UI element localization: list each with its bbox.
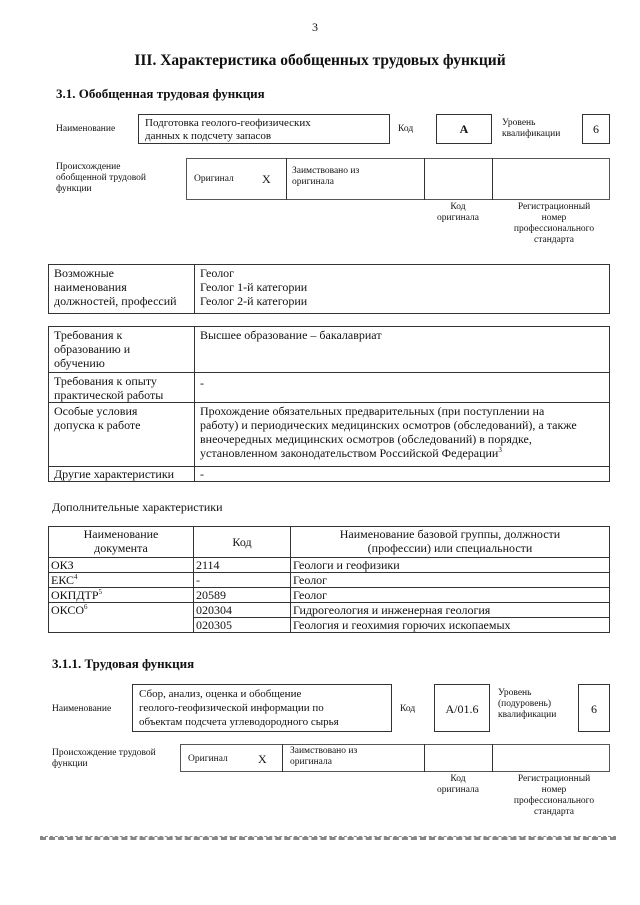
other-label: Другие характеристики <box>54 467 175 481</box>
positions-list <box>200 266 307 308</box>
tf-code-box <box>434 684 490 732</box>
table-header-row <box>49 527 610 558</box>
row-code: 020305 <box>194 618 291 633</box>
page-number: 3 <box>312 20 318 34</box>
row-code: 20589 <box>194 588 291 603</box>
tf-heading: 3.1.1. Трудовая функция <box>52 656 195 671</box>
edu-label-1: Требования к <box>54 328 123 342</box>
special-line: Прохождение обязательных предварительных (при поступлении на <box>200 404 545 418</box>
exp-label-1: Требования к опыту <box>54 374 157 388</box>
gtf-level-label <box>502 118 560 140</box>
edu-value: Высшее образование – бакалавриат <box>200 328 382 342</box>
gtf-origin-label-2: обобщенной трудовой <box>56 173 146 183</box>
divider <box>492 158 493 200</box>
positions-label <box>54 266 177 308</box>
row-doc <box>49 558 194 573</box>
gtf-heading: 3.1. Обобщенная трудовая функция <box>56 86 265 101</box>
row-name: Геология и геохимия горючих ископаемых <box>291 618 610 633</box>
row-name: Гидрогеология и инженерная геология <box>291 603 610 618</box>
table-row <box>49 588 610 603</box>
doc-name: ОКЗ <box>51 558 74 572</box>
special-value <box>200 404 608 460</box>
gtf-name-box <box>138 114 390 144</box>
header-doc-1: Наименование <box>83 527 159 541</box>
row-doc <box>49 573 194 588</box>
tf-level-2: (подуровень) <box>498 699 552 709</box>
tf-original-mark: X <box>258 752 267 766</box>
additional-heading: Дополнительные характеристики <box>52 500 223 514</box>
tf-borrowed-label <box>290 746 357 768</box>
row-name: Геолог <box>291 588 610 603</box>
tf-borrowed-2: оригинала <box>290 757 332 767</box>
special-label-2: допуска к работе <box>54 418 141 432</box>
header-name-1: Наименование базовой группы, должности <box>339 527 561 541</box>
tf-borrowed-1: Заимствовано из <box>290 746 358 756</box>
special-line: установленном законодательством Российской Федерации <box>200 446 499 460</box>
exp-label <box>54 374 163 402</box>
gtf-name-line2: данных к подсчету запасов <box>145 130 272 142</box>
gtf-origin-label <box>56 162 146 195</box>
gtf-level-label-1: Уровень <box>502 118 536 128</box>
tf-reg-2: номер <box>541 785 567 795</box>
divider <box>492 744 493 772</box>
page-bottom-line <box>40 836 616 840</box>
exp-label-2: практической работы <box>54 388 164 402</box>
tf-reg-3: профессионального <box>513 796 595 806</box>
gtf-code-box <box>436 114 492 144</box>
divider <box>194 264 195 314</box>
tf-code-orig-2: оригинала <box>437 785 479 795</box>
tf-level-value: 6 <box>591 702 597 716</box>
tf-origin-label <box>52 748 156 770</box>
tf-name-label: Наименование <box>52 704 112 714</box>
exp-value: - <box>200 376 204 390</box>
row-name: Геолог <box>291 573 610 588</box>
gtf-name-label: Наименование <box>56 124 116 134</box>
edu-label-3: обучению <box>54 356 105 370</box>
divider <box>194 326 195 482</box>
additional-table <box>48 526 610 633</box>
position-item: Геолог <box>200 266 235 280</box>
tf-code-original-caption <box>424 774 492 796</box>
header-name-2: (профессии) или специальности <box>367 541 533 555</box>
gtf-code-orig-1: Код <box>450 202 466 212</box>
row-code: 020304 <box>194 603 291 618</box>
tf-level-box <box>578 684 610 732</box>
tf-reg-caption <box>496 774 612 818</box>
gtf-level-box <box>582 114 610 144</box>
gtf-name-line1: Подготовка геолого-геофизических <box>145 117 311 129</box>
positions-label-2: наименования <box>54 280 127 294</box>
gtf-original-mark: X <box>262 172 271 186</box>
divider <box>282 744 283 772</box>
section-title: III. Характеристика обобщенных трудовых функций <box>134 52 506 69</box>
position-item: Геолог 1-й категории <box>200 280 308 294</box>
divider <box>48 372 610 373</box>
positions-label-1: Возможные <box>54 266 114 280</box>
tf-code-value: А/01.6 <box>445 702 479 716</box>
table-row <box>49 573 610 588</box>
gtf-reg-1: Регистрационный <box>517 202 591 212</box>
row-code: - <box>194 573 291 588</box>
gtf-original-label: Оригинал <box>194 174 234 184</box>
tf-level-1: Уровень <box>498 688 532 698</box>
gtf-level-label-2: квалификации <box>502 129 561 139</box>
row-doc <box>49 588 194 603</box>
footnote-ref: 6 <box>84 603 88 611</box>
tf-reg-1: Регистрационный <box>517 774 591 784</box>
table-row <box>49 603 610 618</box>
row-doc <box>49 603 194 633</box>
tf-name-line1: Сбор, анализ, оценка и обобщение <box>139 688 302 700</box>
gtf-borrowed-2: оригинала <box>292 177 334 187</box>
doc-name: ОКПДТР <box>51 588 99 602</box>
gtf-code-label: Код <box>398 124 414 134</box>
doc-name: ОКСО <box>51 603 85 617</box>
divider <box>286 158 287 200</box>
position-item: Геолог 2-й категории <box>200 294 308 308</box>
gtf-reg-3: профессионального <box>513 224 595 234</box>
tf-code-label: Код <box>400 704 416 714</box>
gtf-origin-label-3: функции <box>56 184 92 194</box>
tf-original-label: Оригинал <box>188 754 228 764</box>
tf-name-line3: объектам подсчета углеводородного сырья <box>139 716 339 728</box>
edu-label <box>54 328 130 370</box>
gtf-reg-caption <box>496 202 612 246</box>
tf-name-box <box>132 684 392 732</box>
special-line: внеочередных медицинских осмотров (обследований) в порядке, <box>200 432 532 446</box>
gtf-code-original-caption <box>424 202 492 224</box>
divider <box>48 402 610 403</box>
special-label <box>54 404 141 432</box>
footnote-ref: 3 <box>498 446 502 454</box>
gtf-reg-4: стандарта <box>534 235 574 245</box>
gtf-origin-box <box>186 158 610 200</box>
footnote-ref: 5 <box>98 588 103 596</box>
gtf-code-value: А <box>459 122 469 136</box>
tf-level-label <box>498 688 556 721</box>
table-row <box>49 558 610 573</box>
row-code: 2114 <box>194 558 291 573</box>
tf-reg-4: стандарта <box>534 807 574 817</box>
divider <box>424 158 425 200</box>
gtf-borrowed-1: Заимствовано из <box>292 166 360 176</box>
gtf-level-value: 6 <box>593 122 599 136</box>
header-name <box>291 527 610 558</box>
other-value: - <box>200 467 204 481</box>
edu-label-2: образованию и <box>54 342 131 356</box>
tf-origin-1: Происхождение трудовой <box>52 748 156 758</box>
gtf-borrowed-label <box>292 166 359 188</box>
header-code: Код <box>194 527 291 558</box>
tf-code-orig-1: Код <box>450 774 466 784</box>
footnote-ref: 4 <box>74 573 78 581</box>
gtf-code-orig-2: оригинала <box>437 213 479 223</box>
positions-label-3: должностей, профессий <box>54 294 177 308</box>
row-name: Геологи и геофизики <box>291 558 610 573</box>
header-doc-2: документа <box>94 541 148 555</box>
tf-level-3: квалификации <box>498 710 557 720</box>
tf-origin-2: функции <box>52 759 88 769</box>
header-doc <box>49 527 194 558</box>
special-label-1: Особые условия <box>54 404 138 418</box>
divider <box>424 744 425 772</box>
doc-name: ЕКС <box>51 573 75 587</box>
gtf-origin-label-1: Происхождение <box>56 162 121 172</box>
tf-origin-box <box>180 744 610 772</box>
special-line: работу) и периодических медицинских осмотров (обследований), а также <box>200 418 577 432</box>
tf-name-line2: геолого-геофизической информации по <box>139 702 324 714</box>
gtf-reg-2: номер <box>541 213 567 223</box>
